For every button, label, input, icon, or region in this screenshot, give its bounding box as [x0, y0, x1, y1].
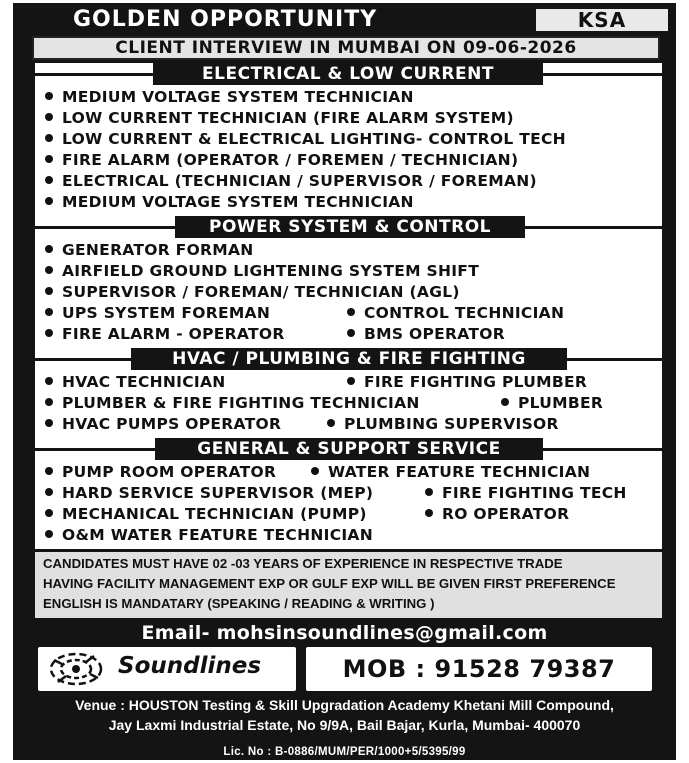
- list-item: MEDIUM VOLTAGE SYSTEM TECHNICIAN: [45, 193, 414, 211]
- list-item: HVAC TECHNICIAN: [45, 373, 226, 391]
- bullet-icon: [45, 266, 53, 274]
- list-item: HARD SERVICE SUPERVISOR (MEP): [45, 484, 373, 502]
- header: [13, 7, 676, 33]
- list-item: RO OPERATOR: [425, 505, 569, 523]
- mobile-number: MOB : 91528 79387: [306, 647, 652, 691]
- bullet-icon: [45, 155, 53, 163]
- section-title-electrical: ELECTRICAL & LOW CURRENT: [153, 63, 543, 85]
- list-item: UPS SYSTEM FOREMAN: [45, 304, 270, 322]
- list-item: MEDIUM VOLTAGE SYSTEM TECHNICIAN: [45, 88, 414, 106]
- list-item: WATER FEATURE TECHNICIAN: [311, 463, 590, 481]
- list-item: PLUMBER: [501, 394, 603, 412]
- list-item: PUMP ROOM OPERATOR: [45, 463, 276, 481]
- soundlines-logo-icon: [48, 650, 104, 688]
- list-item: FIRE ALARM (OPERATOR / FOREMEN / TECHNICIAN): [45, 151, 518, 169]
- list-item: AIRFIELD GROUND LIGHTENING SYSTEM SHIFT: [45, 262, 479, 280]
- location-badge: KSA: [536, 9, 668, 31]
- bullet-icon: [45, 134, 53, 142]
- bullet-icon: [501, 398, 509, 406]
- bullet-icon: [347, 329, 355, 337]
- requirements-notice: [35, 552, 662, 618]
- notice-line: ENGLISH IS MANDATARY (SPEAKING / READING & WRITING ): [43, 596, 435, 611]
- list-item: BMS OPERATOR: [347, 325, 505, 343]
- notice-line: HAVING FACILITY MANAGEMENT EXP OR GULF EXP WILL BE GIVEN FIRST PREFERENCE: [43, 576, 616, 591]
- bullet-icon: [45, 176, 53, 184]
- section-title-hvac: HVAC / PLUMBING & FIRE FIGHTING: [131, 348, 567, 370]
- list-item: CONTROL TECHNICIAN: [347, 304, 564, 322]
- bullet-icon: [311, 467, 319, 475]
- company-logo: [38, 647, 296, 691]
- advertisement: [13, 3, 676, 760]
- bullet-icon: [45, 377, 53, 385]
- bullet-icon: [45, 419, 53, 427]
- bullet-icon: [45, 197, 53, 205]
- bullet-icon: [425, 509, 433, 517]
- list-item: O&M WATER FEATURE TECHNICIAN: [45, 526, 373, 544]
- bullet-icon: [327, 419, 335, 427]
- bullet-icon: [347, 308, 355, 316]
- list-item: FIRE ALARM - OPERATOR: [45, 325, 285, 343]
- venue-line: Venue : HOUSTON Testing & Skill Upgradation Academy Khetani Mill Compound,: [75, 697, 614, 713]
- bullet-icon: [45, 488, 53, 496]
- list-item: LOW CURRENT TECHNICIAN (FIRE ALARM SYSTEM): [45, 109, 514, 127]
- bullet-icon: [45, 308, 53, 316]
- headline: GOLDEN OPPORTUNITY: [73, 7, 378, 32]
- list-item: GENERATOR FORMAN: [45, 241, 254, 259]
- logo-text: Soundlines: [118, 653, 262, 679]
- bullet-icon: [45, 398, 53, 406]
- bullet-icon: [45, 467, 53, 475]
- notice-line: CANDIDATES MUST HAVE 02 -03 YEARS OF EXPERIENCE IN RESPECTIVE TRADE: [43, 556, 563, 571]
- bullet-icon: [425, 488, 433, 496]
- list-item: FIRE FIGHTING PLUMBER: [347, 373, 587, 391]
- license-number: Lic. No : B-0886/MUM/PER/1000+5/5395/99: [223, 746, 466, 758]
- bullet-icon: [45, 329, 53, 337]
- list-item: SUPERVISOR / FOREMAN/ TECHNICIAN (AGL): [45, 283, 460, 301]
- bullet-icon: [45, 287, 53, 295]
- list-item: LOW CURRENT & ELECTRICAL LIGHTING- CONTROL TECH: [45, 130, 566, 148]
- bullet-icon: [45, 509, 53, 517]
- venue-line: Jay Laxmi Industrial Estate, No 9/9A, Bail Bajar, Kurla, Mumbai- 400070: [108, 717, 581, 733]
- section-title-power: POWER SYSTEM & CONTROL: [175, 216, 525, 238]
- list-item: ELECTRICAL (TECHNICIAN / SUPERVISOR / FOREMAN): [45, 172, 537, 190]
- venue-address: [13, 695, 676, 735]
- bullet-icon: [347, 377, 355, 385]
- list-item: MECHANICAL TECHNICIAN (PUMP): [45, 505, 367, 523]
- bullet-icon: [45, 245, 53, 253]
- bullet-icon: [45, 530, 53, 538]
- list-item: FIRE FIGHTING TECH: [425, 484, 627, 502]
- job-listing-panel: [35, 63, 662, 549]
- list-item: HVAC PUMPS OPERATOR: [45, 415, 281, 433]
- bullet-icon: [45, 113, 53, 121]
- interview-banner: CLIENT INTERVIEW IN MUMBAI ON 09-06-2026: [32, 36, 660, 60]
- bullet-icon: [45, 92, 53, 100]
- list-item: PLUMBING SUPERVISOR: [327, 415, 559, 433]
- email-contact: Email- mohsinsoundlines@gmail.com: [141, 622, 548, 644]
- list-item: PLUMBER & FIRE FIGHTING TECHNICIAN: [45, 394, 420, 412]
- section-title-general: GENERAL & SUPPORT SERVICE: [155, 438, 543, 460]
